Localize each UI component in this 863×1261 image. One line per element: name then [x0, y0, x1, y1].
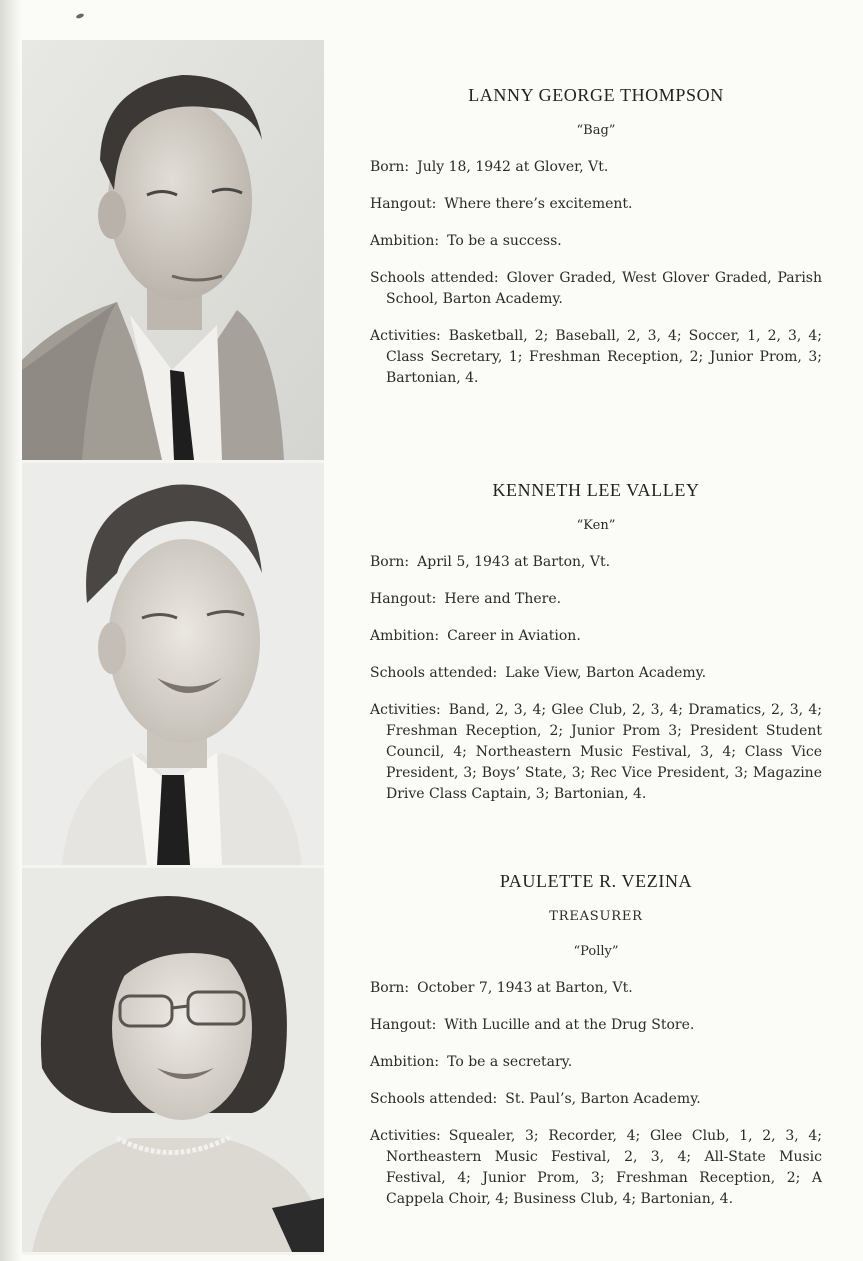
- senior-name: LANNY GEORGE THOMPSON: [468, 85, 724, 105]
- field-label: Ambition:: [370, 1054, 440, 1070]
- ambition-field: [370, 231, 822, 252]
- schools-field: [370, 1089, 822, 1110]
- activities-field: [370, 1126, 822, 1210]
- born-field: [370, 978, 822, 999]
- senior-name: KENNETH LEE VALLEY: [492, 480, 700, 500]
- born-field: [370, 552, 822, 573]
- field-value: To be a success.: [447, 233, 562, 249]
- field-value: Squealer, 3; Recorder, 4; Glee Club, 1, 2, 3, 4; Northeastern Music Festival, 2, 3, 4; All-State Music Festival, 4; Junior Prom, 3; Freshman Reception, 2; A Cappela Choir, 4; Business Club, 4; Bartonian, 4.: [386, 1128, 822, 1207]
- schools-field: [370, 663, 822, 684]
- field-value: July 18, 1942 at Glover, Vt.: [417, 159, 609, 175]
- activities-field: [370, 326, 822, 389]
- class-office: TREASURER: [549, 909, 643, 924]
- senior-entry-kenneth-valley: [370, 480, 822, 805]
- field-label: Born:: [370, 159, 410, 175]
- senior-nickname: “Polly”: [573, 944, 619, 959]
- ambition-field: [370, 626, 822, 647]
- field-label: Hangout:: [370, 591, 437, 607]
- field-value: With Lucille and at the Drug Store.: [444, 1017, 695, 1033]
- field-label: Activities:: [370, 328, 441, 344]
- field-value: April 5, 1943 at Barton, Vt.: [417, 554, 611, 570]
- field-label: Ambition:: [370, 628, 440, 644]
- hangout-field: [370, 1015, 822, 1036]
- field-label: Hangout:: [370, 196, 437, 212]
- field-value: Basketball, 2; Baseball, 2, 3, 4; Soccer, 1, 2, 3, 4; Class Secretary, 1; Freshman Reception, 2; Junior Prom, 3; Bartonian, 4.: [386, 328, 822, 386]
- activities-field: [370, 700, 822, 805]
- field-label: Schools attended:: [370, 665, 498, 681]
- field-label: Activities:: [370, 1128, 441, 1144]
- born-field: [370, 157, 822, 178]
- field-value: Where there’s excitement.: [444, 196, 633, 212]
- field-value: October 7, 1943 at Barton, Vt.: [417, 980, 633, 996]
- print-speck: [76, 13, 85, 19]
- portrait-column: [22, 40, 324, 1255]
- portrait-lanny-thompson: [22, 40, 324, 463]
- senior-nickname: “Bag”: [576, 123, 616, 138]
- senior-entry-lanny-thompson: [370, 85, 822, 389]
- field-label: Ambition:: [370, 233, 440, 249]
- senior-nickname: “Ken”: [576, 518, 616, 533]
- portrait-kenneth-valley: [22, 463, 324, 868]
- field-value: Career in Aviation.: [447, 628, 581, 644]
- ambition-field: [370, 1052, 822, 1073]
- senior-name: PAULETTE R. VEZINA: [499, 871, 693, 891]
- hangout-field: [370, 194, 822, 215]
- field-value: Lake View, Barton Academy.: [505, 665, 707, 681]
- field-value: To be a secretary.: [447, 1054, 573, 1070]
- field-label: Born:: [370, 554, 410, 570]
- field-value: Glover Graded, West Glover Graded, Parish School, Barton Academy.: [386, 270, 822, 307]
- senior-entry-paulette-vezina: [370, 871, 822, 1210]
- field-value: St. Paul’s, Barton Academy.: [505, 1091, 701, 1107]
- portrait-paulette-vezina: [22, 868, 324, 1255]
- field-label: Born:: [370, 980, 410, 996]
- field-label: Hangout:: [370, 1017, 437, 1033]
- field-label: Schools attended:: [370, 270, 499, 286]
- binding-shadow: [0, 0, 22, 1261]
- hangout-field: [370, 589, 822, 610]
- field-value: Here and There.: [444, 591, 562, 607]
- field-value: Band, 2, 3, 4; Glee Club, 2, 3, 4; Dramatics, 2, 3, 4; Freshman Reception, 2; Junior Prom 3; President Student Council, 4; Northeastern Music Festival, 3, 4; Class Vice President, 3; Boys’ State, 3; Rec Vice President, 3; Magazine Drive Class Captain, 3; Bartonian, 4.: [386, 702, 822, 802]
- field-label: Activities:: [370, 702, 441, 718]
- schools-field: [370, 268, 822, 310]
- field-label: Schools attended:: [370, 1091, 498, 1107]
